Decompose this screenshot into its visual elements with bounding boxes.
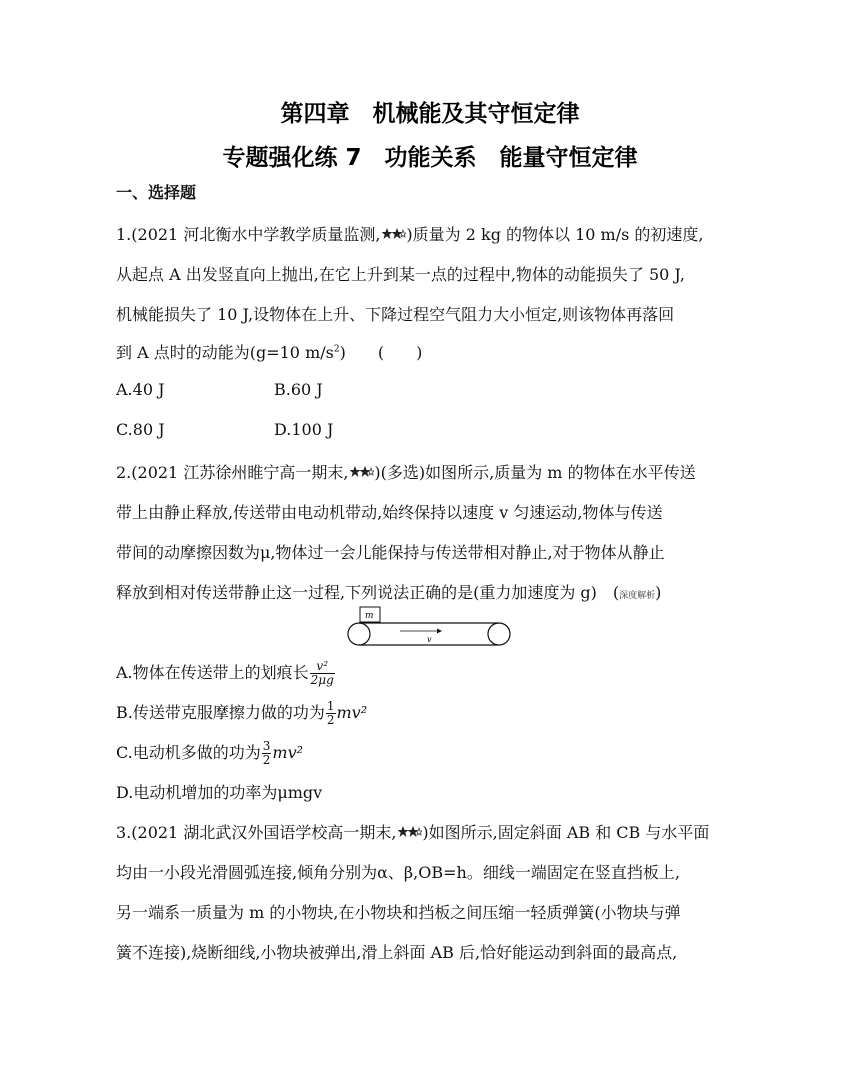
q1-line-4: 到 A 点时的动能为(g=10 $m/s^2$) ( ) — [116, 343, 423, 362]
fraction: $\frac{1}{2}$ — [326, 699, 335, 727]
velocity-label: v — [427, 635, 432, 644]
exercise-title: 专题强化练 7 功能关系 能量守恒定律 — [222, 145, 638, 171]
velocity-arrowhead — [437, 629, 442, 634]
q3-line-2: 均由一小段光滑圆弧连接,倾角分别为α、β,OB=h。细线一端固定在竖直挡板上, — [116, 863, 680, 882]
fraction: $\frac{\text{v²}}{2\mu g}$ — [310, 659, 334, 687]
q3-line-1: 3.(2021 湖北武汉外国语学校高一期末, )如图所示,固定斜面 AB 和 CB 与水平面 — [116, 823, 710, 842]
q1-line-2: 从起点 A 出发竖直向上抛出,在它上升到某一点的过程中,物体的动能损失了 50 J, — [116, 265, 685, 284]
q2-line-2: 带上由静止释放,传送带由电动机带动,始终保持以速度 v 匀速运动,物体与传送 — [116, 503, 663, 522]
fraction: $\frac{3}{2}$ — [262, 739, 271, 767]
q3-line-4: 簧不连接),烧断细线,小物块被弹出,滑上斜面 AB 后,恰好能运动到斜面的最高点, — [116, 943, 678, 962]
q2-line-4: 释放到相对传送带静止这一过程,下列说法正确的是(重力加速度为 g) (深度解析) — [116, 583, 662, 602]
conveyor-belt-diagram — [345, 605, 515, 651]
difficulty-stars-icon — [382, 227, 406, 241]
q2-option-a: A.物体在传送带上的划痕长 $\frac{\text{v²}}{2\mu g}$ — [116, 659, 334, 687]
q1-option-b: B.60 J — [274, 380, 323, 399]
difficulty-stars-icon — [350, 465, 374, 479]
q1-option-c: C.80 J — [116, 420, 165, 439]
left-pulley — [348, 623, 370, 645]
q1-option-d: D.100 J — [274, 420, 334, 439]
chapter-title: 第四章 机械能及其守恒定律 — [280, 101, 580, 127]
q2-line-3: 带间的动摩擦因数为μ,物体过一会儿能保持与传送带相对静止,对于物体从静止 — [116, 543, 665, 562]
q2-option-b: B.传送带克服摩擦力做的功为 $\frac{1}{2}$ mv² — [116, 699, 368, 727]
q1-option-a: A.40 J — [116, 380, 165, 399]
q1-line-3: 机械能损失了 10 J,设物体在上升、下降过程空气阻力大小恒定,则该物体再落回 — [116, 305, 675, 324]
q1-line-1: 1.(2021 河北衡水中学教学质量监测, )质量为 2 kg 的物体以 10 m/s 的初速度, — [116, 225, 704, 244]
block-label: m — [365, 611, 374, 621]
q3-line-3: 另一端系一质量为 m 的小物块,在小物块和挡板之间压缩一轻质弹簧(小物块与弹 — [116, 903, 681, 922]
q2-line-1: 2.(2021 江苏徐州睢宁高一期末, )(多选)如图所示,质量为 m 的物体在水平传送 — [116, 463, 696, 482]
q2-option-d: D.电动机增加的功率为μmgv — [116, 783, 323, 802]
difficulty-stars-icon — [398, 825, 422, 839]
q2-option-c: C.电动机多做的功为 $\frac{3}{2}$ mv² — [116, 739, 304, 767]
right-pulley — [488, 623, 510, 645]
section-heading: 一、选择题 — [116, 183, 197, 202]
